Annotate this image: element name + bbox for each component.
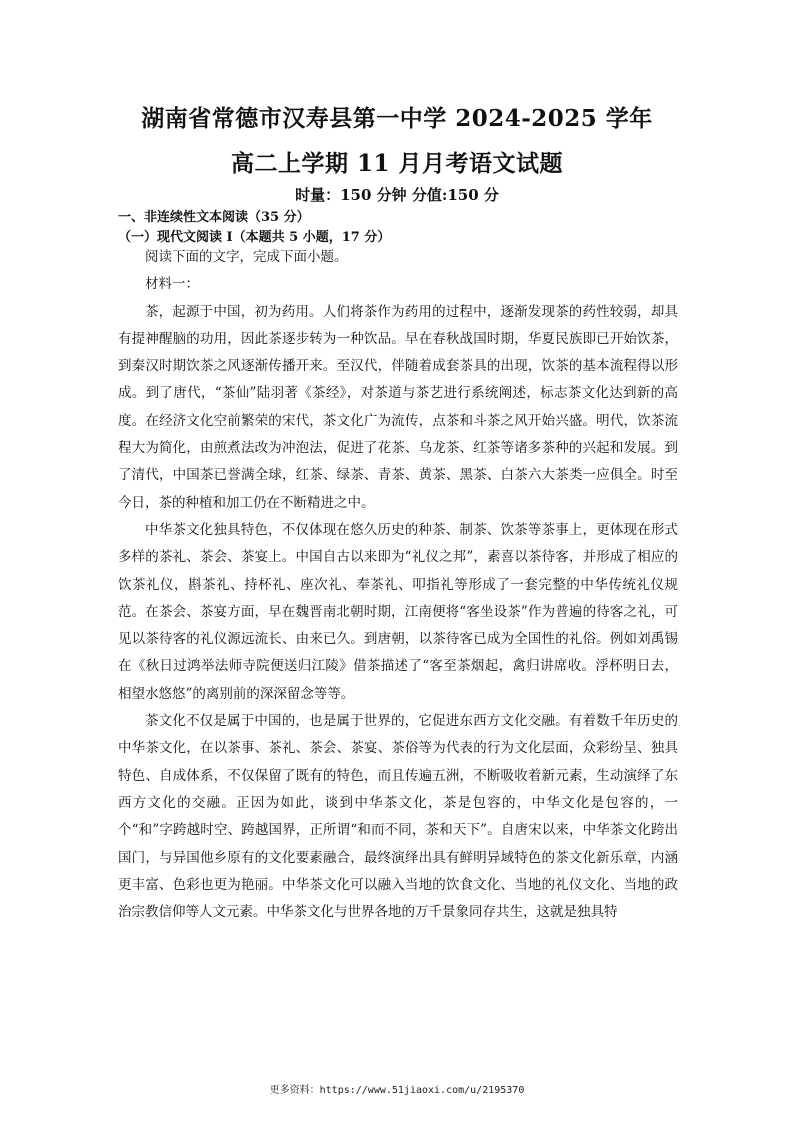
paragraph-2: 中华茶文化独具特色，不仅体现在悠久历史的种茶、制茶、饮茶等茶事上，更体现在形式多样的茶礼、茶会、茶宴上。中国自古以来即为“礼仪之邦”，素喜以茶待客，并形成了相应的饮茶礼仪，斟茶礼、持杯礼、座次礼、奉茶礼、叩指礼等形成了一套完整的中华传统礼仪规范。在茶会、茶宴方面，早在魏晋南北朝时期，江南便将“客坐设茶”作为普遍的待客之礼，可见以茶待客的礼仪源远流长、由来已久。到唐朝，以茶待客已成为全国性的礼俗。例如刘禹锡在《秋日过鸿举法师寺院便送归江陵》借茶描述了“客至茶烟起，禽归讲席收。浮杯明日去，相望水悠悠”的离别前的深深留念等等。: [118, 521, 678, 702]
exam-time-score: 时量：150 分钟 分值:150 分: [295, 186, 499, 204]
exam-title-line2: 高二上学期 11 月月考语文试题: [230, 150, 564, 177]
exam-title-line1: 湖南省常德市汉寿县第一中学 2024-2025 学年: [141, 105, 653, 132]
section-heading: 一、非连续性文本阅读（35 分）: [118, 210, 310, 225]
instruction-line: 阅读下面的文字，完成下面小题。: [145, 249, 348, 265]
reading-passage: [118, 244, 678, 926]
subsection-heading: （一）现代文阅读 I（本题共 5 小题，17 分）: [118, 230, 391, 245]
paragraph-1: 茶，起源于中国，初为药用。人们将茶作为药用的过程中，逐渐发现茶的药性较弱，却具有提神醒脑的功用，因此茶逐步转为一种饮品。早在春秋战国时期，华夏民族即已开始饮茶，到秦汉时期饮茶之风逐渐传播开来。至汉代，伴随着成套茶具的出现，饮茶的基本流程得以形成。到了唐代，“茶仙”陆羽著《茶经》，对茶道与茶艺进行系统阐述，标志茶文化达到新的高度。在经济文化空前繁荣的宋代，茶文化广为流传，点茶和斗茶之风开始兴盛。明代，饮茶流程大为简化，由煎煮法改为冲泡法，促进了花茶、乌龙茶、红茶等诸多茶种的兴起和发展。到了清代，中国茶已誉满全球，红茶、绿茶、青茶、黄茶、黑茶、白茶六大茶类一应俱全。时至今日，茶的种植和加工仍在不断精进之中。: [118, 303, 678, 511]
paragraph-3: 茶文化不仅是属于中国的，也是属于世界的，它促进东西方文化交融。有着数千年历史的中华茶文化，在以茶事、茶礼、茶会、茶宴、茶俗等为代表的行为文化层面，众彩纷呈、独具特色、自成体系，不仅保留了既有的特色，而且传遍五洲，不断吸收着新元素，生动演绎了东西方文化的交融。正因为如此，谈到中华茶文化，茶是包容的，中华文化是包容的，一个“和”字跨越时空、跨越国界，正所谓“和而不同，茶和天下”。自唐宋以来，中华茶文化跨出国门，与异国他乡原有的文化要素融合，最终演绎出具有鲜明异域特色的茶文化新乐章，内涵更丰富、色彩也更为艳丽。中华茶文化可以融入当地的饮食文化、当地的礼仪文化、当地的政治宗教信仰等人文元素。中华茶文化与世界各地的万千景象同存共生，这就是独具特: [118, 713, 678, 921]
footer-link-text: 更多资料：https://www.51jiaoxi.com/u/2195370: [269, 1085, 525, 1096]
material-label: 材料一：: [145, 276, 199, 293]
